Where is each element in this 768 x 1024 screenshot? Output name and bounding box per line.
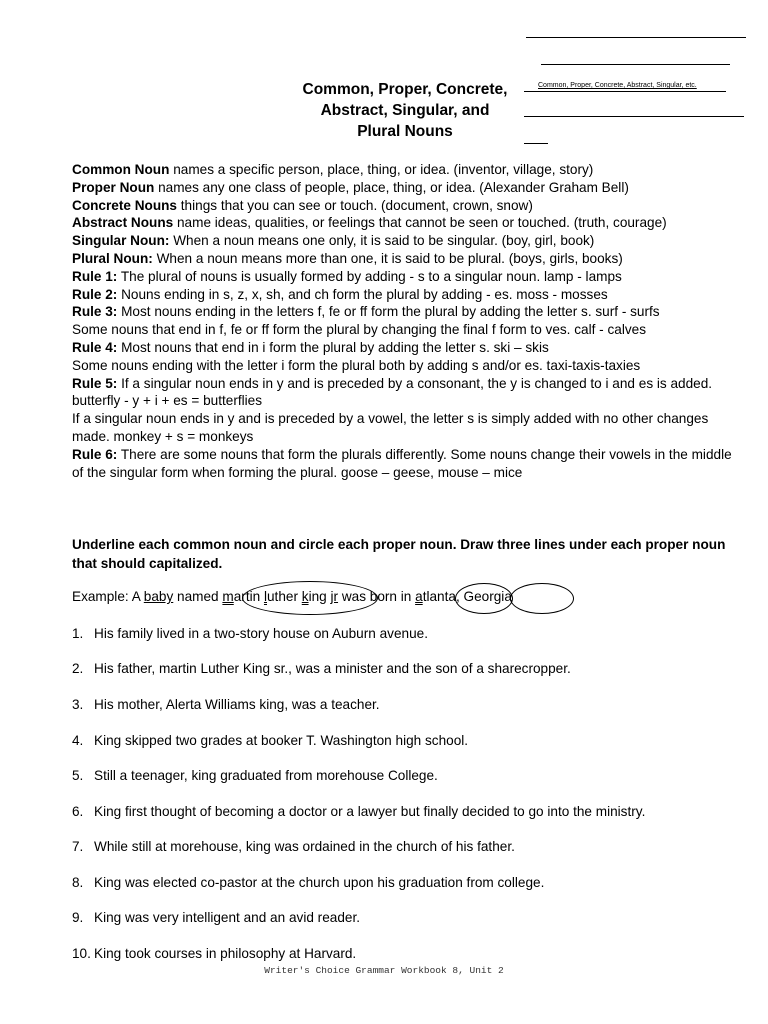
- title-line-1: Common, Proper, Concrete,: [302, 81, 508, 98]
- instructions: Underline each common noun and circle each proper noun. Draw three lines under each proper noun that should capitalized.: [72, 537, 726, 571]
- definition-row: Common Noun names a specific person, place, thing, or idea. (inventor, village, story): [72, 162, 594, 177]
- exercise-item: 7. While still at morehouse, king was ordained in the church of his father.: [72, 839, 515, 854]
- page-title: [270, 79, 540, 142]
- rule-row: If a singular noun ends in y and is preceded by a vowel, the letter s is simply added with no other changes made. monkey + s = monkeys: [72, 411, 709, 444]
- definition-row: Singular Noun: When a noun means one only, it is said to be singular. (boy, girl, book): [72, 233, 595, 249]
- definition-row: Plural Noun: When a noun means more than one, it is said to be plural. (boys, girls, books): [72, 250, 623, 266]
- header-line-3: [524, 91, 726, 92]
- exercise-item: 3. His mother, Alerta Williams king, was a teacher.: [72, 697, 380, 712]
- rule-row: Rule 1: The plural of nouns is usually formed by adding - s to a singular noun. lamp - lamps: [72, 268, 622, 284]
- title-line-3: Plural Nouns: [357, 123, 453, 140]
- exercise-item: 10. King took courses in philosophy at Harvard.: [72, 946, 357, 961]
- rule-row: Rule 4: Most nouns that end in i form the plural by adding the letter s. ski – skis: [72, 339, 549, 355]
- exercise-item: 9. King was very intelligent and an avid reader.: [72, 910, 360, 925]
- rule-row: Rule 3: Most nouns ending in the letters f, fe or ff form the plural by adding the letter s. surf - surfs: [72, 304, 660, 320]
- name-line[interactable]: [526, 37, 746, 38]
- circle-atlanta: [455, 583, 513, 614]
- exercise-item: 8. King was elected co-pastor at the church upon his graduation from college.: [72, 875, 545, 890]
- definitions-block: [72, 161, 737, 481]
- title-line-2: Abstract, Singular, and: [320, 102, 490, 119]
- header-line-4: [524, 116, 744, 117]
- header-line-5: [524, 143, 548, 144]
- rule-row: Some nouns ending with the letter i form the plural both by adding s and/or es. taxi-taxis-taxies: [72, 357, 641, 373]
- exercise-item: 5. Still a teenager, king graduated from morehouse College.: [72, 768, 438, 783]
- circle-georgia: [510, 583, 574, 614]
- header-small-text: Common, Proper, Concrete, Abstract, Singular, etc.: [538, 82, 697, 89]
- exercise-item: 1. His family lived in a two-story house on Auburn avenue.: [72, 626, 428, 641]
- rule-row: Rule 6: There are some nouns that form the plurals differently. Some nouns change their vowels in the middle of the singular form when forming the plural. goose – geese, mouse – mice: [72, 446, 732, 480]
- circle-martin-luther-king: [242, 581, 378, 615]
- definition-row: Proper Noun names any one class of people, place, thing, or idea. (Alexander Graham Bell): [72, 179, 629, 195]
- class-line[interactable]: [541, 64, 730, 65]
- exercise-item: 4. King skipped two grades at booker T. Washington high school.: [72, 733, 469, 748]
- footer: Writer's Choice Grammar Workbook 8, Unit 2: [264, 965, 504, 976]
- exercise-item: 6. King first thought of becoming a doctor or a lawyer but finally decided to go into the ministry.: [72, 804, 646, 819]
- rule-row: Rule 2: Nouns ending in s, z, x, sh, and ch form the plural by adding - es. moss - mosses: [72, 286, 608, 302]
- rule-row: Some nouns that end in f, fe or ff form the plural by changing the final f form to ves. calf - calves: [72, 322, 647, 338]
- definition-row: Concrete Nouns things that you can see or touch. (document, crown, snow): [72, 197, 533, 213]
- definition-row: Abstract Nouns name ideas, qualities, or feelings that cannot be seen or touched. (truth, courage): [72, 215, 667, 231]
- exercise-item: 2. His father, martin Luther King sr., was a minister and the son of a sharecropper.: [72, 661, 571, 676]
- example-sentence: Example: A baby named martin luther king jr was born in atlanta, Georgia: [72, 589, 512, 604]
- rule-row: Rule 5: If a singular noun ends in y and is preceded by a consonant, the y is changed to i and es is added. butterfly - y + i + es = butterflies: [72, 375, 713, 409]
